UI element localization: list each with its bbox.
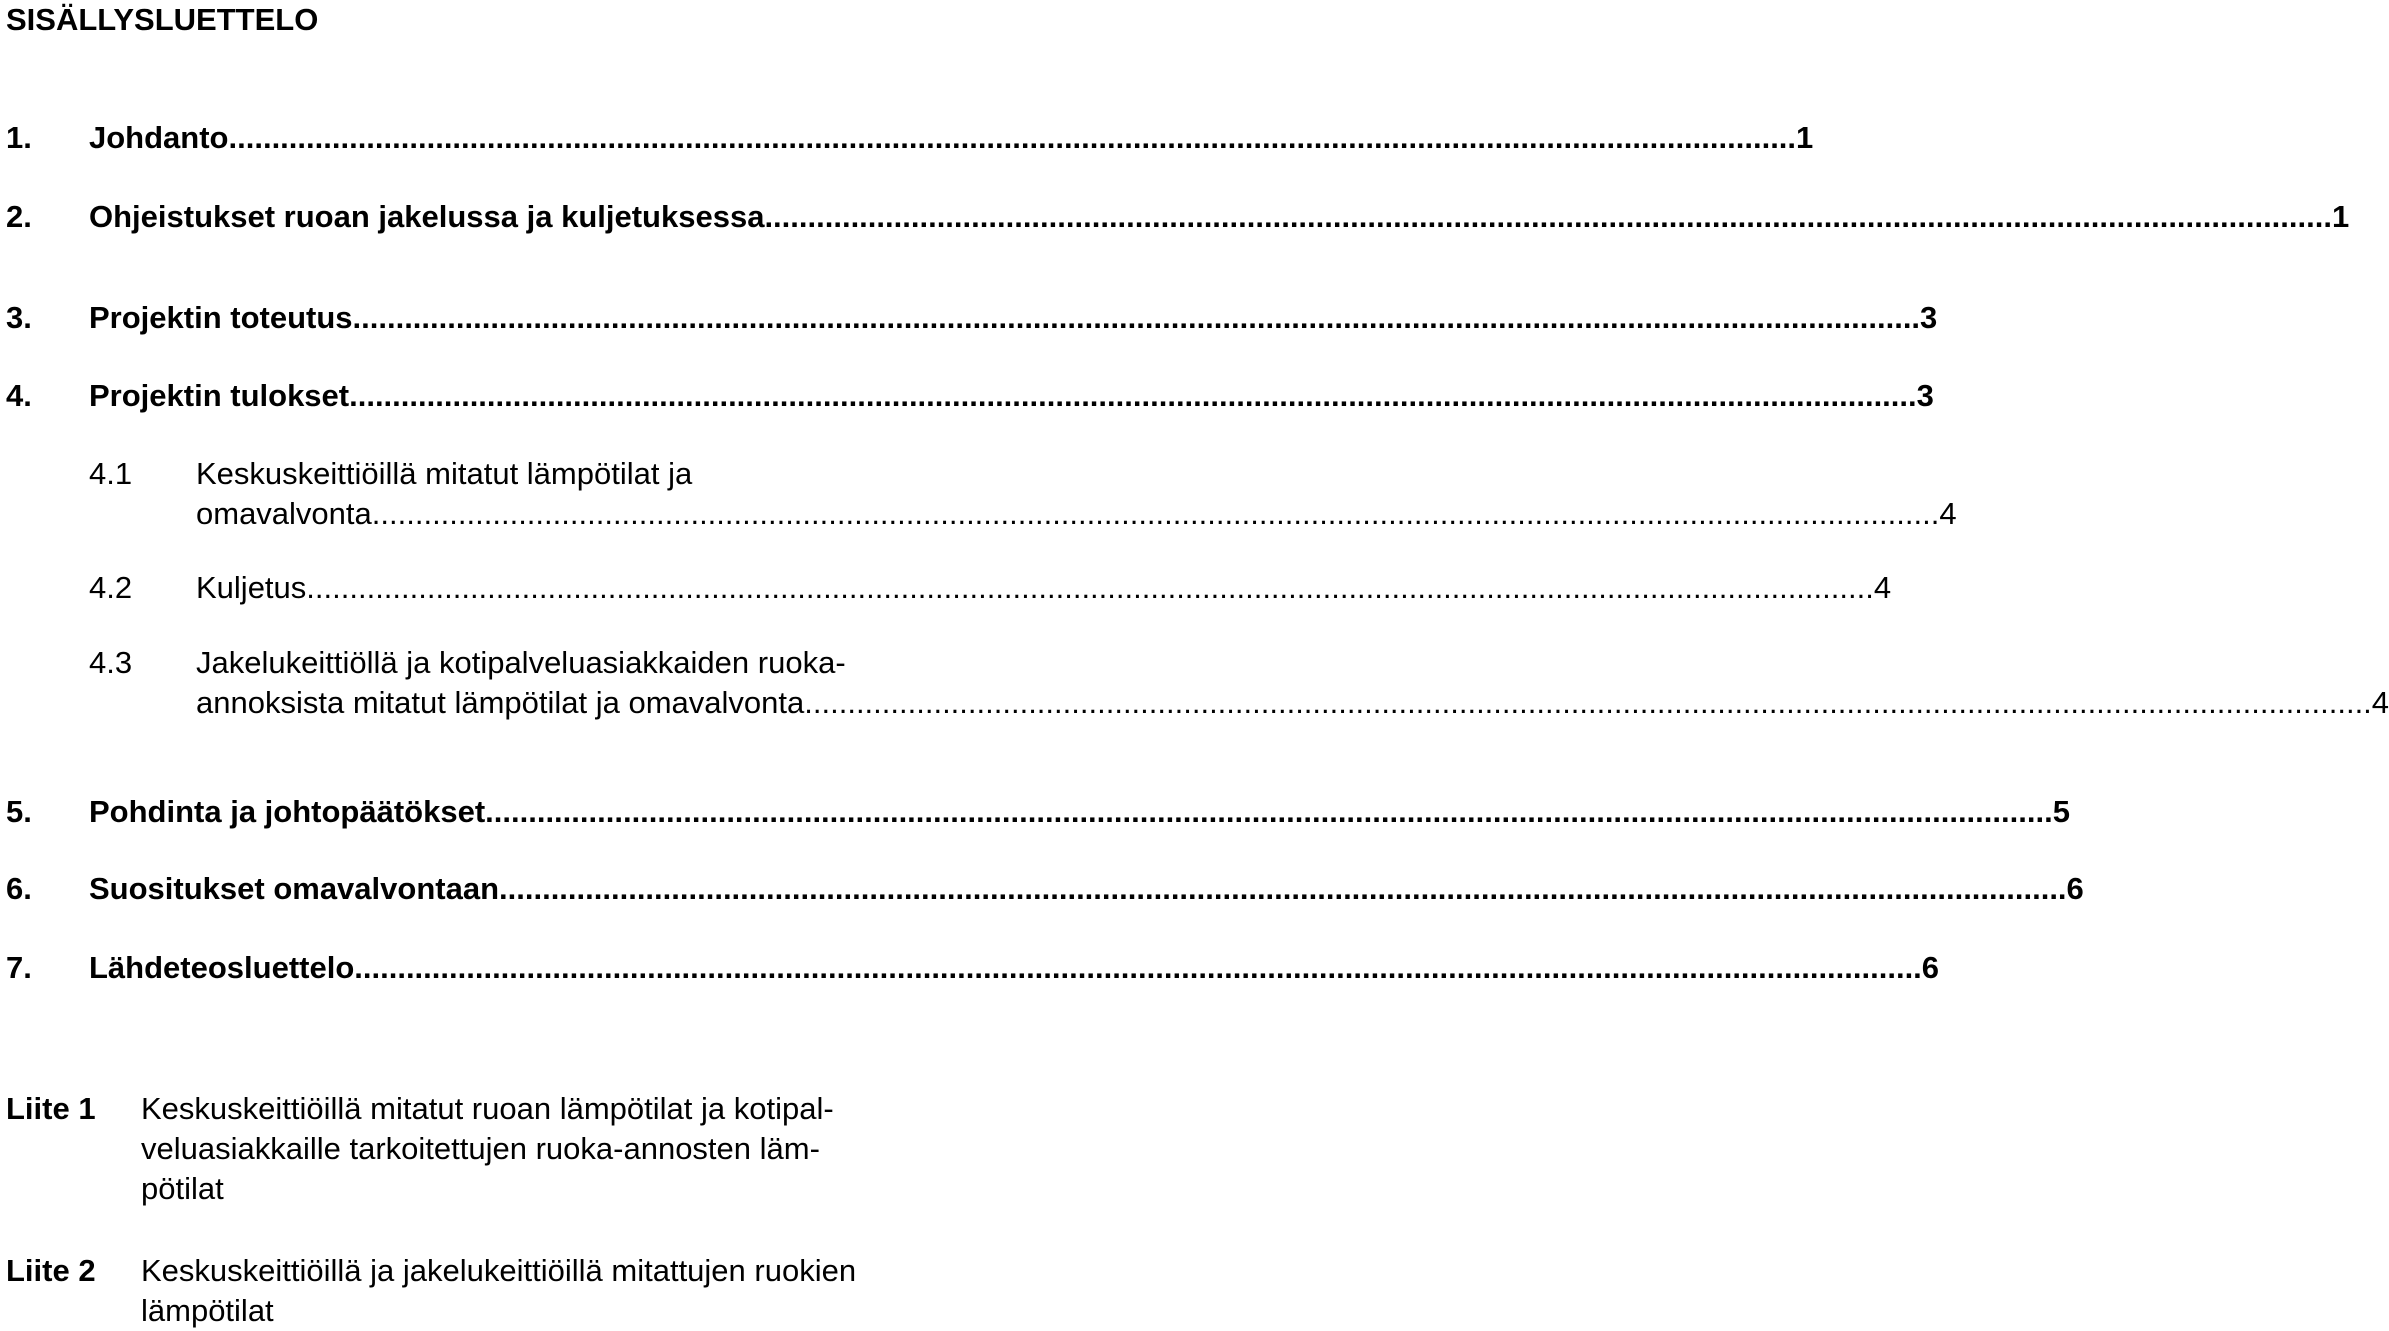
- dot-leader: ......................................................................................................................................................................................: [306, 570, 1874, 605]
- dot-leader: ......................................................................................................................................................................................: [804, 685, 2372, 720]
- toc-title: Suositukset omavalvontaan: [89, 871, 500, 906]
- toc-num-2: 2.: [6, 199, 32, 234]
- appendix-1-line-3[interactable]: pötilat: [141, 1171, 224, 1206]
- appendix-2-line-1[interactable]: Keskuskeittiöillä ja jakelukeittiöillä mitattujen ruokien: [141, 1253, 857, 1288]
- toc-num-7: 7.: [6, 950, 32, 985]
- dot-leader: ......................................................................................................................................................................................: [764, 199, 2332, 234]
- toc-page: 6: [2066, 871, 2084, 906]
- toc-entry-7[interactable]: [89, 948, 1940, 988]
- toc-title: Ohjeistukset ruoan jakelussa ja kuljetuksessa: [89, 199, 765, 234]
- toc-page: 1: [2331, 199, 2350, 234]
- toc-entry-1[interactable]: [89, 118, 1814, 158]
- toc-num-4-3: 4.3: [89, 645, 133, 680]
- toc-num-4: 4.: [6, 378, 32, 413]
- dot-leader: ......................................................................................................................................................................................: [485, 794, 2053, 829]
- toc-page: 3: [1916, 378, 1934, 413]
- toc-page: 4: [2371, 685, 2389, 720]
- toc-num-4-2: 4.2: [89, 570, 133, 605]
- toc-num-6: 6.: [6, 871, 32, 906]
- toc-page: 1: [1796, 120, 1814, 155]
- toc-entry-6[interactable]: [89, 869, 2084, 909]
- toc-page: 4: [1873, 570, 1892, 605]
- page-title: SISÄLLYSLUETTELO: [6, 2, 319, 37]
- toc-entry-4-3[interactable]: [196, 683, 2389, 723]
- dot-leader: ......................................................................................................................................................................................: [352, 300, 1921, 335]
- appendix-1-line-1[interactable]: Keskuskeittiöillä mitatut ruoan lämpötilat ja kotipal-: [141, 1091, 834, 1126]
- toc-entry-2[interactable]: [89, 197, 2350, 237]
- toc-page: 6: [1921, 950, 1940, 985]
- toc-title: omavalvonta: [196, 496, 372, 531]
- toc-title: Projektin tulokset: [89, 378, 350, 413]
- toc-title: Lähdeteosluettelo: [89, 950, 355, 985]
- toc-num-4-1: 4.1: [89, 456, 133, 491]
- appendix-1-line-2[interactable]: veluasiakkaille tarkoitettujen ruoka-annosten läm-: [141, 1131, 820, 1166]
- toc-page: 3: [1920, 300, 1938, 335]
- toc-title: annoksista mitatut lämpötilat ja omavalvonta: [196, 685, 805, 720]
- toc-entry-3[interactable]: [89, 298, 1938, 338]
- toc-title-4-3-line1[interactable]: Jakelukeittiöllä ja kotipalveluasiakkaiden ruoka-: [196, 645, 846, 680]
- dot-leader: ......................................................................................................................................................................................: [371, 496, 1940, 531]
- toc-title: Kuljetus: [196, 570, 307, 605]
- toc-entry-4[interactable]: [89, 376, 1934, 416]
- appendix-label-1: Liite 1: [6, 1091, 96, 1126]
- toc-page: 4: [1939, 496, 1957, 531]
- toc-entry-4-1[interactable]: [196, 494, 1957, 534]
- appendix-label-2: Liite 2: [6, 1253, 96, 1288]
- toc-num-1: 1.: [6, 120, 32, 155]
- toc-title-4-1-line1[interactable]: Keskuskeittiöillä mitatut lämpötilat ja: [196, 456, 693, 491]
- dot-leader: ......................................................................................................................................................................................: [499, 871, 2067, 906]
- toc-title: Johdanto: [89, 120, 229, 155]
- appendix-2-line-2[interactable]: lämpötilat: [141, 1293, 274, 1328]
- toc-title: Projektin toteutus: [89, 300, 353, 335]
- toc-num-5: 5.: [6, 794, 32, 829]
- toc-entry-4-2[interactable]: [196, 568, 1892, 608]
- toc-entry-5[interactable]: [89, 792, 2070, 832]
- toc-num-3: 3.: [6, 300, 32, 335]
- dot-leader: ......................................................................................................................................................................................: [349, 378, 1917, 413]
- toc-page: 5: [2052, 794, 2070, 829]
- dot-leader: ......................................................................................................................................................................................: [354, 950, 1922, 985]
- dot-leader: ......................................................................................................................................................................................: [228, 120, 1797, 155]
- toc-title: Pohdinta ja johtopäätökset: [89, 794, 486, 829]
